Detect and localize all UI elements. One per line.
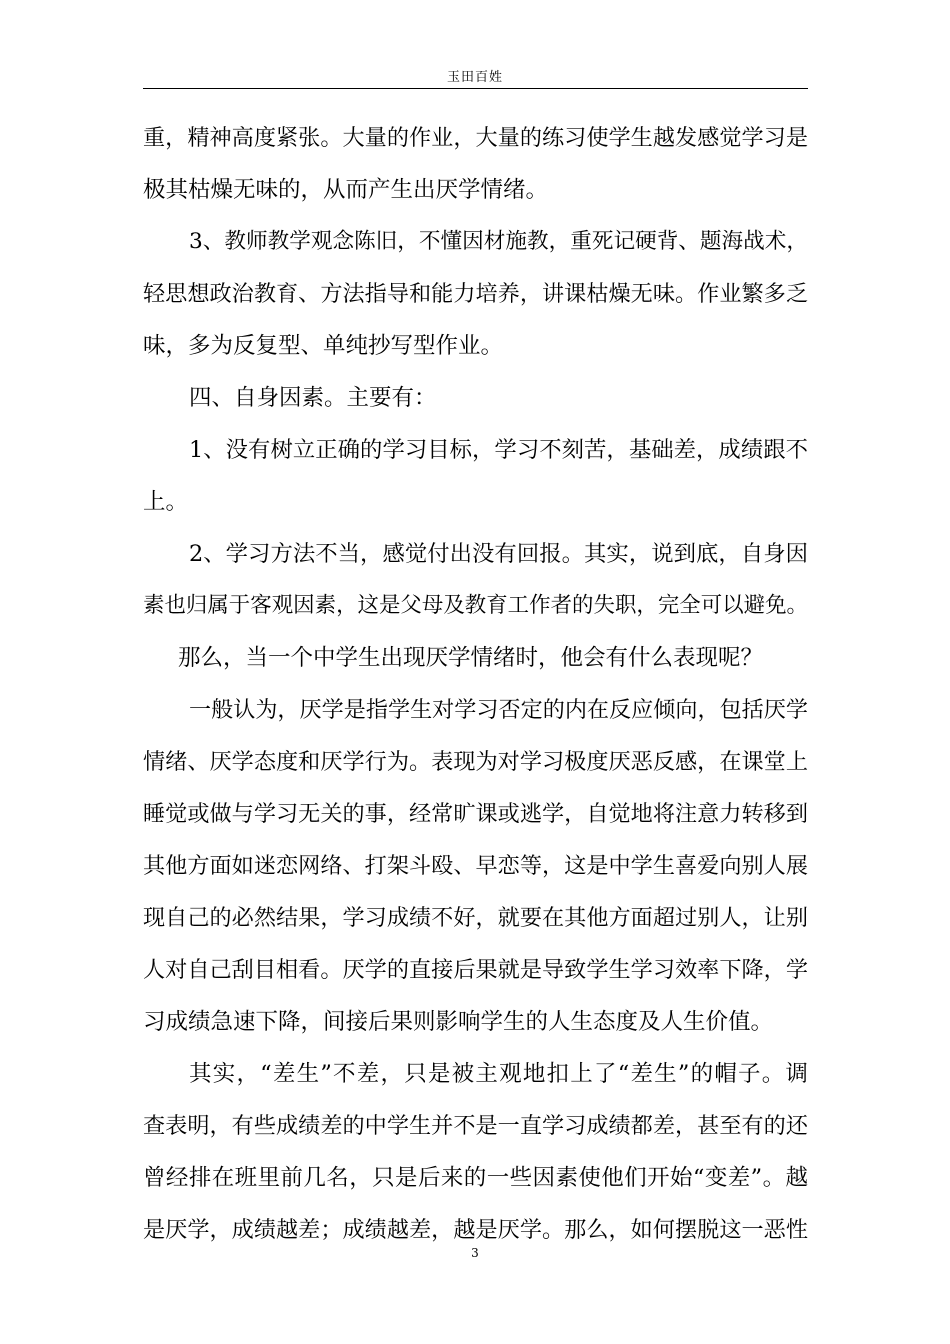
text-line: 一般认为，厌学是指学生对学习否定的内在反应倾向，包括厌学 [189,697,808,723]
document-body [143,112,808,1256]
text-line: 3、教师教学观念陈旧，不懂因材施教，重死记硬背、题海战术， [189,229,809,254]
text-line: 重，精神高度紧张。大量的作业，大量的练习使学生越发感觉学习是 [143,125,809,151]
page-number: 3 [471,1246,479,1260]
text-line: 习成绩急速下降，间接后果则影响学生的人生态度及人生价值。 [143,1009,774,1035]
text-line: 1、没有树立正确的学习目标，学习不刻苦，基础差，成绩跟不 [189,437,809,463]
text-line: 极其枯燥无味的，从而产生出厌学情绪。 [143,177,549,203]
text-line: 素也归属于客观因素，这是父母及教育工作者的失职，完全可以避免。 [143,593,809,618]
text-line: 2、学习方法不当，感觉付出没有回报。其实，说到底，自身因 [189,541,809,567]
text-line: 那么，当一个中学生出现厌学情绪时，他会有什么表现呢？ [178,645,764,671]
text-line: 其实，“差生”不差，只是被主观地扣上了“差生”的帽子。调 [189,1061,810,1087]
text-line: 现自己的必然结果，学习成绩不好，就要在其他方面超过别人，让别 [143,905,809,931]
text-line: 是厌学，成绩越差；成绩越差，越是厌学。那么，如何摆脱这一恶性 [143,1217,809,1243]
text-line: 查表明，有些成绩差的中学生并不是一直学习成绩都差，甚至有的还 [143,1113,809,1139]
header-divider [143,88,808,89]
text-line: 其他方面如迷恋网络、打架斗殴、早恋等，这是中学生喜爱向别人展 [143,853,809,879]
text-line: 情绪、厌学态度和厌学行为。表现为对学习极度厌恶反感，在课堂上 [143,749,809,775]
text-line: 上。 [143,489,189,515]
text-line: 轻思想政治教育、方法指导和能力培养，讲课枯燥无味。作业繁多乏 [143,281,809,307]
text-line: 人对自己刮目相看。厌学的直接后果就是导致学生学习效率下降，学 [143,957,809,983]
text-line: 睡觉或做与学习无关的事，经常旷课或逃学，自觉地将注意力转移到 [143,801,809,827]
text-line: 曾经排在班里前几名，只是后来的一些因素使他们开始“变差”。越 [143,1165,809,1191]
text-line: 四、自身因素。主要有： [189,385,437,411]
text-line: 味，多为反复型、单纯抄写型作业。 [143,333,504,359]
page-header-title: 玉田百姓 [446,70,503,85]
